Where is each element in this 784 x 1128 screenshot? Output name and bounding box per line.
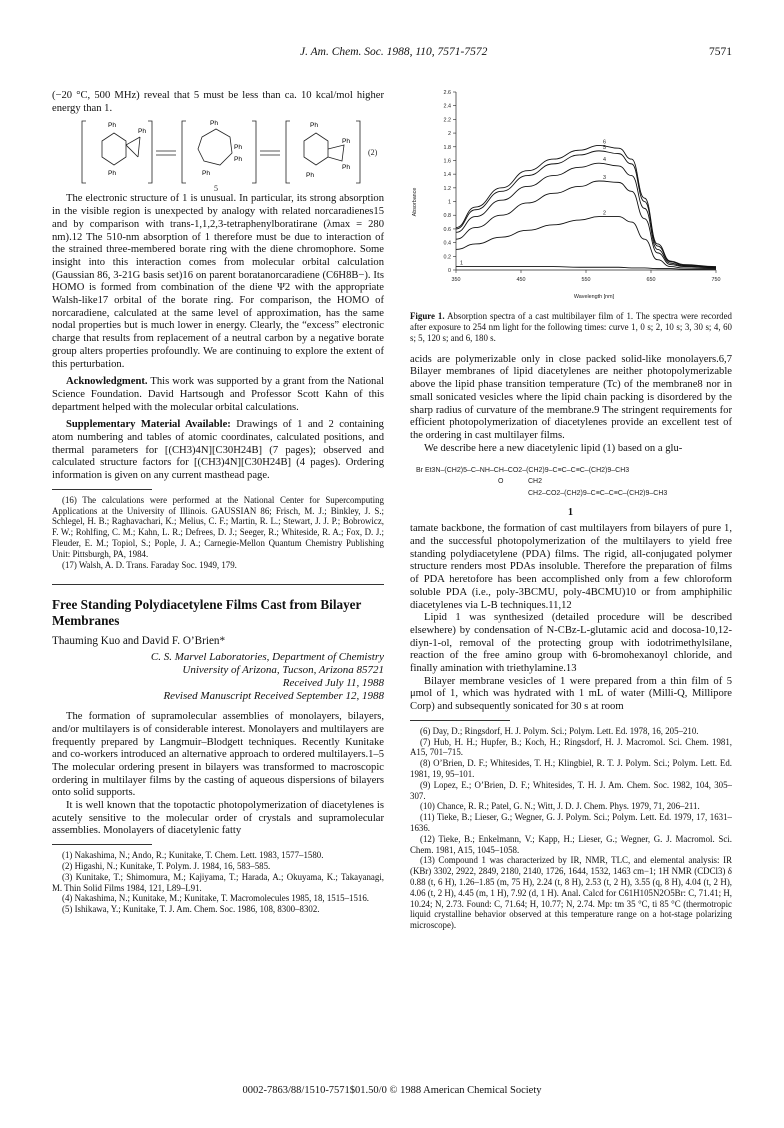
figure-1: [410, 84, 732, 344]
x-axis-label: Wavelength [nm]: [573, 294, 615, 300]
reference-1: (1) Nakashima, N.; Ando, R.; Kunitake, T. Chem. Lett. 1983, 1577–1580.: [62, 850, 324, 861]
x-tick-label: 550: [581, 277, 591, 283]
scheme-substituent-5: Ph: [234, 144, 243, 152]
structure-carbonyl-oxygen: O: [498, 478, 504, 486]
y-axis-label: Absorbance: [412, 187, 418, 217]
curve-label-5: 5: [603, 144, 606, 151]
article-separator: [52, 584, 384, 585]
figure-caption-label: Figure 1.: [410, 310, 445, 321]
x-tick-label: 650: [646, 277, 656, 283]
reference-5: (5) Ishikawa, Y.; Kunitake, T. J. Am. Chem. Soc. 1986, 108, 8300–8302.: [62, 904, 320, 915]
right-paragraph-2: We describe here a new diacetylenic lipid (1) based on a glu-: [424, 442, 683, 454]
scheme-substituent-4: Ph: [210, 120, 219, 128]
references-rule-right: [410, 720, 510, 721]
y-tick-label: 1.2: [443, 185, 451, 192]
curve-label-2: 2: [603, 210, 606, 217]
reference-11: (11) Tieke, B.; Lieser, G.; Wegner, G. J. Polym. Sci.; Polym. Lett. Ed. 1979, 17, 1631–1636.: [410, 812, 732, 834]
article-affiliation: [52, 651, 384, 703]
scheme-substituent-7: Ph: [202, 170, 211, 178]
received-date: Received July 11, 1988: [282, 677, 384, 690]
footnote-rule: [52, 489, 152, 490]
reference-10: (10) Chance, R. R.; Patel, G. N.; Witt, J. D. J. Chem. Phys. 1979, 71, 206–211.: [420, 801, 700, 812]
left-column: [52, 90, 384, 915]
figure-caption-text: Absorption spectra of a cast multibilayer film of 1. The spectra were recorded after exposure to 254 nm light for the following times: curve 1, 0 s; 2, 10 s; 3, 30 s; 4, 60 s; 5, 120 s; and 6, 180 s.: [410, 310, 732, 343]
intro-text: (−20 °C, 500 MHz) reveal that 5 must be less than ca. 10 kcal/mol higher energy than 1.: [52, 90, 384, 114]
page-number: 7571: [709, 46, 732, 58]
curve-3: [456, 181, 716, 268]
reference-12: (12) Tieke, B.; Enkelmann, V.; Kapp, H.; Lieser, G.; Wegner, G. J. Macromol. Sci. Chem. 1981, A15, 1045–1058.: [410, 833, 732, 855]
y-tick-label: 1.6: [443, 158, 451, 165]
structure-ch2: CH2: [528, 478, 543, 486]
x-tick-label: 450: [516, 277, 526, 283]
reference-3: (3) Kunitake, T.; Shimomura, M.; Kajiyama, T.; Harada, A.; Okuyama, K.; Takayanagi, M. Thin Solid Films 1984, 121, L89–L91.: [52, 871, 384, 893]
scheme-substituent-9: Ph: [342, 138, 351, 146]
footnote-17: (17) Walsh, A. D. Trans. Faraday Soc. 1949, 179.: [62, 559, 237, 570]
supplementary-material: [52, 419, 384, 483]
y-tick-label: 0.6: [443, 226, 451, 233]
reference-4: (4) Nakashima, N.; Kunitake, M.; Kunitake, T. Macromolecules 1985, 18, 1515–1516.: [62, 893, 370, 904]
footnote-16: (16) The calculations were performed at the National Center for Supercomputing Applications at the University of Illinois. GAUSSIAN 86; Frisch, M. J.; Binkley, J. S.; Schlegel, H. B.; Raghavachari, K.; Melius, C. F.; Martin, R. L.; Stewart, J. J. P.; Bobrowicz, F. W.; Rohlfing, C. M.; Kahn, L. R.; Defrees, D. J.; Seeger, R.; Whiteside, R. A.; Fox, D. J.; Fleuder, E. M.; Topiol, S.; Pople, J. A.; Carnegie-Mellon Quantum Chemistry Publishing Unit: Pittsburgh, PA, 1984.: [52, 494, 384, 559]
reference-2: (2) Higashi, N.; Kunitake, T. Polym. J. 1984, 16, 583–585.: [62, 860, 271, 871]
curve-4: [456, 163, 716, 267]
right-paragraph-4: Lipid 1 was synthesized (detailed procedure will be described elsewhere) by condensation of N-CBz-L-glutamic acid and docosa-10,12-diyn-1-ol, removal of the protecting group with iodotrimethylsilane, reaction of the free amino group with 6-bromohexanoyl chloride, and finally amination with triethylamine.13: [410, 612, 732, 675]
lipid-structure: [410, 461, 732, 523]
x-tick-label: 750: [711, 277, 721, 283]
footnotes-16-17: [52, 495, 384, 571]
right-paragraph-1: acids are polymerizable only in close packed solid-like monolayers.6,7 Bilayer membranes of lipid diacetylenes are neither photopolymerizable above the lipid phase transition temperature (Tc) of the membrane8 nor in small sonicated vesicles where the lipid chain packing is disordered by the sharp radius of curvature of the membrane.9 The stringent requirements for efficient photopolymerization of diacetylenes provide an excellent test of the ordering in cast multilayer films.: [410, 353, 732, 441]
x-tick-label: 350: [451, 277, 461, 283]
acknowledgment-heading: Acknowledgment.: [66, 376, 148, 388]
structure-main-chain: Br Et3N–(CH2)5–C–NH–CH–CO2–(CH2)9–C≡C–C≡C–(CH2)9–CH3: [416, 467, 630, 475]
y-tick-label: 1.4: [443, 172, 451, 179]
y-tick-label: 2: [448, 131, 451, 138]
y-tick-label: 2.4: [443, 103, 451, 110]
curve-label-4: 4: [603, 157, 606, 164]
body-paragraph-1: The formation of supramolecular assemblies of monolayers, bilayers, and/or multilayers is of considerable interest. Monolayers and multilayers are frequently prepared by Langmuir–Blodgett techniques. Recently Kunitake and co-workers introduced an alternative approach to ordered multilayers.1–5 The molecular ordering present in bilayers was transformed to macroscopic ordering in multilayer films by the casting of aqueous dispersions of bilayers onto solid supports.: [52, 711, 384, 799]
affiliation-line-2: University of Arizona, Tucson, Arizona 85721: [182, 664, 384, 677]
right-paragraph-5: Bilayer membrane vesicles of 1 were prepared from a thin film of 5 μmol of 1, which was hydrated with 1 mL of water (Milli-Q, Millipore Corp) and subsequently sonicated for 30 s at room: [410, 675, 732, 713]
y-tick-label: 0.4: [443, 240, 451, 247]
reference-7: (7) Hub, H. H.; Hupfer, B.; Koch, H.; Ringsdorf, H. J. Macromol. Sci. Chem. 1981, A15, 701–715.: [410, 736, 732, 758]
supplementary-heading: Supplementary Material Available:: [66, 419, 231, 431]
curve-label-1: 1: [460, 260, 463, 267]
absorption-chart: [410, 84, 732, 302]
scheme-substituent-6: Ph: [234, 156, 243, 164]
scheme-equation-number: (2): [368, 148, 378, 158]
body-paragraph-2: It is well known that the topotactic photopolymerization of diacetylenes is acutely sensitive to the molecular order of crystals and supramolecular assemblies. Monolayers of diacetylenic fatty: [52, 800, 384, 837]
curve-5: [456, 151, 716, 267]
reference-13: (13) Compound 1 was characterized by IR, NMR, TLC, and elemental analysis: IR (KBr) 3302, 2922, 2849, 2180, 2140, 1726, 1644, 1532, 1463 cm−1; 1H NMR (CDCl3) δ 0.88 (t, 6 H), 1.26–1.85 (m, 75 H), 2.24 (t, 8 H), 2.53 (t, 2 H), 3.55 (q, 8 H), 4.04 (t, 2 H), 4.06 (t, 2 H), 4.45 (m, 1 H), 7.92 (d, 1 H). Anal. Calcd for C61H105N2O5Br: C, 71.41; H, 10.24; N, 2.73. Found: C, 71.64; H, 10.77; N, 2.74. Mp: tm 35 °C, ti 85 °C (thermotropic liquid crystalline behavior observed at this temperature range on a hot-stage polarizing microscope).: [410, 855, 732, 931]
structure-compound-number: 1: [568, 507, 573, 519]
y-tick-label: 2.2: [443, 117, 451, 124]
y-tick-label: 2.6: [443, 90, 451, 96]
supplementary-text: Drawings of 1 and 2 containing atom numbering and tables of atomic coordinates, calculated positions, and thermal parameters for [(CH3)4N][C30H24B] (7 pages); observed and calculated structure factors for [(CH3)4N][C30H24B] (4 pages). Ordering information is given on any current masthead page.: [52, 419, 384, 482]
reference-6: (6) Day, D.; Ringsdorf, H. J. Polym. Sci.; Polym. Lett. Ed. 1978, 16, 205–210.: [420, 725, 699, 736]
page-footer: 0002-7863/88/1510-7571$01.50/0 © 1988 American Chemical Society: [242, 1085, 542, 1096]
curve-label-3: 3: [603, 175, 606, 181]
journal-citation: J. Am. Chem. Soc. 1988, 110, 7571-7572: [300, 46, 488, 58]
references-right: [410, 726, 732, 931]
acknowledgment: [52, 376, 384, 414]
right-column: [410, 84, 732, 931]
references-left: [52, 850, 384, 915]
y-tick-label: 0.2: [443, 254, 451, 261]
acknowledgment-text: This work was supported by a grant from the National Science Foundation. David Hartsough and Professor Scott Kahn of this department helped with the molecular orbital calculations.: [52, 376, 384, 413]
curve-2: [456, 217, 716, 269]
article-authors: Thauming Kuo and David F. O’Brien*: [52, 635, 226, 648]
scheme-compound-number: 5: [214, 184, 218, 194]
scheme-substituent-1: Ph: [108, 122, 117, 130]
scheme-substituent-3: Ph: [108, 170, 117, 178]
references-rule: [52, 844, 152, 845]
running-header: [0, 46, 784, 66]
revised-date: Revised Manuscript Received September 12, 1988: [163, 690, 384, 703]
y-tick-label: 1: [448, 199, 451, 206]
y-tick-label: 0: [448, 268, 451, 274]
reference-9: (9) Lopez, E.; O’Brien, D. F.; Whitesides, T. H. J. Am. Chem. Soc. 1982, 104, 305–307.: [410, 779, 732, 801]
scheme-substituent-8: Ph: [310, 122, 319, 130]
curve-6: [456, 145, 716, 266]
right-paragraph-3: tamate backbone, the formation of cast multilayers from bilayers of pure 1, and the successful photopolymerization of the multilayers to yield free standing polydiacetylene (PDA) films. The rigid, all-conjugated polymer structure renders most PDAs insoluble. Therefore the preparation of films of PDA heretofore has been accomplished only from a few chloroform soluble PDA (i.e., poly-3BCMU, poly-4BCMU)10 or from amphiphilic diacetylenes via L-B techniques.11,12: [410, 523, 732, 611]
curve-label-6: 6: [603, 139, 606, 146]
scheme-substituent-11: Ph: [306, 172, 315, 180]
scheme-substituent-10: Ph: [342, 164, 351, 172]
figure-caption: [410, 311, 732, 344]
scheme-substituent-2: Ph: [138, 128, 147, 136]
electronic-structure-paragraph: The electronic structure of 1 is unusual. In particular, its strong absorption in the visible region is unexpected by analogy with related norcaradienes15 and by comparison with trans-1,1,2,3-tetraphenylboratirane (λmax = 280 nm).12 The 510-nm absorption of 1 therefore must be due to interaction of the strained three-membered borate ring with the diene chromophore. Some insight into this interaction comes from molecular orbital calculation (Gaussian 86, 3-21G basis set)16 on parent boratanorcaradiene (C6H8B−). Its HOMO is formed from combination of the diene Ψ2 with the appropriate Walsh-like17 orbital of the borate ring. For comparison, the HOMO of norcaradiene, calculated at the same level of approximation, has the same nodal properties but is much lower in energy. Clearly, the “excess” electronic charge that results from replacement of a neutral carbon by a negative borate group alters properties profoundly. We are continuing to explore the extent of this perturbation.: [52, 193, 384, 370]
structure-side-chain: CH2–CO2–(CH2)9–C≡C–C≡C–(CH2)9–CH3: [528, 490, 668, 498]
y-tick-label: 1.8: [443, 144, 451, 151]
y-tick-label: 0.8: [443, 213, 451, 220]
affiliation-line-1: C. S. Marvel Laboratories, Department of Chemistry: [150, 651, 384, 664]
reference-8: (8) O’Brien, D. F.; Whitesides, T. H.; Klingbiel, R. T. J. Polym. Sci.; Polym. Lett. Ed. 1981, 19, 95–101.: [410, 758, 732, 780]
scheme-2: [52, 115, 384, 193]
article-title: Free Standing Polydiacetylene Films Cast from Bilayer Membranes: [52, 597, 362, 629]
scheme-2-drawing: [52, 115, 384, 193]
